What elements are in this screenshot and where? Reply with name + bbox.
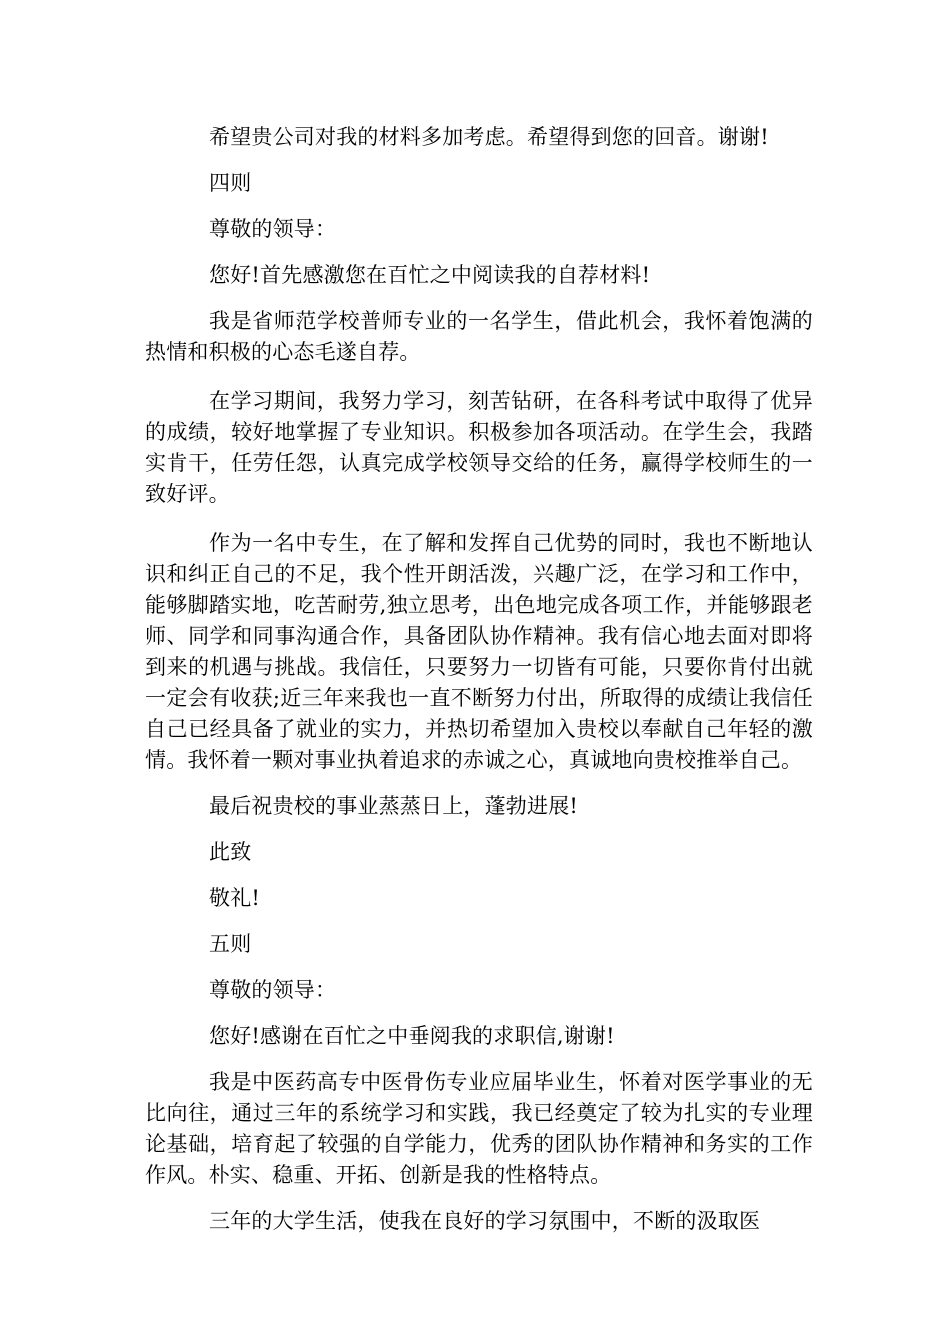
paragraph-personality: 作为一名中专生，在了解和发挥自己优势的同时，我也不断地认识和纠正自己的不足，我个性开朗活泼，兴趣广泛，在学习和工作中，能够脚踏实地，吃苦耐劳,独立思考，出色地完成各项工作，并能够跟老师、同学和同事沟通合作，具备团队协作精神。我有信心地去面对即将到来的机遇与挑战。我信任，只要努力一切皆有可能，只要你肯付出就一定会有收获;近三年来我也一直不断努力付出，所取得的成绩让我信任自己已经具备了就业的实力，并热切希望加入贵校以奉献自己年轻的激情。我怀着一颗对事业执着追求的赤诚之心，真诚地向贵校推举自己。	[145, 531, 813, 772]
section-heading-five: 五则	[209, 932, 252, 956]
paragraph-wishes: 最后祝贵校的事业蒸蒸日上，蓬勃进展!	[209, 794, 579, 818]
paragraph-introduction: 我是省师范学校普师专业的一名学生，借此机会，我怀着饱满的热情和积极的心态毛遂自荐。	[145, 309, 813, 364]
paragraph-introduction-2: 我是中医药高专中医骨伤专业应届毕业生，怀着对医学事业的无比向往，通过三年的系统学习和实践，我已经奠定了较为扎实的专业理论基础，培育起了较强的自学能力，优秀的团队协作精神和务实的工作作风。朴实、稳重、开拓、创新是我的性格特点。	[145, 1070, 813, 1187]
document-body	[145, 122, 813, 1237]
greeting: 您好!首先感激您在百忙之中阅读我的自荐材料!	[209, 263, 651, 287]
paragraph-closing-request: 希望贵公司对我的材料多加考虑。希望得到您的回音。谢谢!	[209, 125, 769, 149]
greeting-2: 您好!感谢在百忙之中垂阅我的求职信,谢谢!	[209, 1024, 615, 1048]
closing-jing-li: 敬礼!	[209, 886, 261, 910]
paragraph-study: 在学习期间，我努力学习，刻苦钻研，在各科考试中取得了优异的成绩，较好地掌握了专业知识。积极参加各项活动。在学生会，我踏实肯干，任劳任怨，认真完成学校领导交给的任务，赢得学校师生的一致好评。	[145, 389, 813, 506]
closing-ci-zhi: 此致	[209, 840, 252, 864]
salutation: 尊敬的领导：	[209, 217, 337, 241]
section-heading-four: 四则	[209, 171, 252, 195]
salutation-2: 尊敬的领导：	[209, 978, 337, 1002]
paragraph-college-life: 三年的大学生活，使我在良好的学习氛围中，不断的汲取医	[209, 1209, 761, 1233]
